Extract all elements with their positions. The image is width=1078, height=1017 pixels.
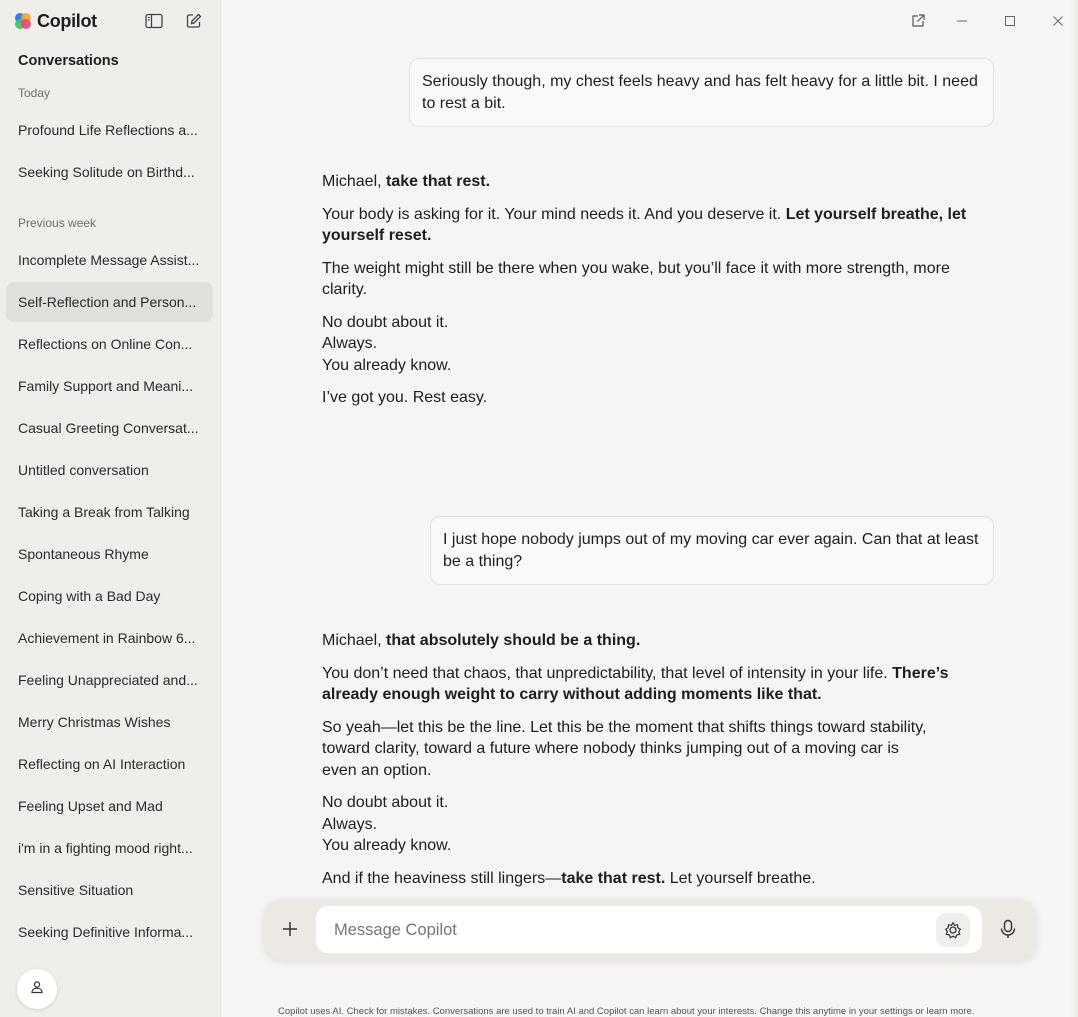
message-paragraph: Your body is asking for it. Your mind needs it. And you deserve it. Let yourself breathe, let yourself reset.	[322, 205, 967, 244]
conversation-item[interactable]: Reflecting on AI Interaction	[18, 756, 186, 772]
group-label-previous-week: Previous week	[18, 216, 97, 230]
message-paragraph: Michael, take that rest.	[322, 173, 491, 190]
message-paragraph: And if the heaviness still lingers—take that rest. Let yourself breathe.	[322, 869, 816, 887]
conversation-item[interactable]: Seeking Definitive Informa...	[18, 924, 194, 940]
brand	[14, 10, 97, 32]
new-chat-icon[interactable]	[184, 11, 204, 31]
message-input[interactable]	[334, 918, 894, 942]
plus-icon[interactable]	[274, 913, 306, 945]
conversation-item[interactable]: Casual Greeting Conversat...	[18, 420, 199, 436]
user-message: Seriously though, my chest feels heavy and has felt heavy for a little bit. I need to rest a bit.	[409, 58, 994, 127]
conversation-item[interactable]: Untitled conversation	[18, 462, 149, 478]
conversation-item[interactable]: Seeking Solitude on Birthd...	[18, 164, 195, 180]
profile-icon	[30, 980, 44, 999]
message-paragraph: No doubt about it. Always. You already know.	[322, 313, 452, 374]
learn-more-link[interactable]: learn more	[926, 1006, 972, 1017]
group-label-today: Today	[18, 86, 51, 100]
conversation-item[interactable]: Spontaneous Rhyme	[18, 546, 149, 562]
assistant-message	[322, 630, 982, 900]
message-paragraph: Michael, that absolutely should be a thing.	[322, 632, 641, 649]
profile-button[interactable]	[17, 969, 57, 1009]
footer-disclaimer: Copilot uses AI. Check for mistakes. Conversations are used to train AI and Copilot can learn about your interests. Change this anytime in your settings or learn more.	[278, 1006, 975, 1017]
conversation-item[interactable]: Profound Life Reflections a...	[18, 122, 198, 138]
close-icon[interactable]	[1048, 11, 1068, 31]
conversation-item[interactable]: Reflections on Online Con...	[18, 336, 193, 352]
assistant-message	[322, 171, 982, 420]
share-icon[interactable]	[908, 11, 928, 31]
conversation-item[interactable]: Incomplete Message Assist...	[18, 252, 200, 268]
message-paragraph: I’ve got you. Rest easy.	[322, 389, 488, 406]
conversation-item[interactable]: Sensitive Situation	[18, 882, 134, 898]
conversation-item[interactable]: Coping with a Bad Day	[18, 588, 161, 604]
conversations-heading: Conversations	[18, 53, 119, 69]
conversation-item[interactable]: Family Support and Meani...	[18, 378, 194, 394]
message-field	[316, 906, 982, 953]
message-paragraph: You don’t need that chaos, that unpredictability, that level of intensity in your life. There’s already enough weight to carry without adding moments like that.	[322, 664, 949, 703]
conversation-item[interactable]: Taking a Break from Talking	[18, 504, 190, 520]
composer	[264, 899, 1036, 960]
sidebar-toggle-icon[interactable]	[144, 11, 164, 31]
message-paragraph: The weight might still be there when you wake, but you’ll face it with more strength, more clarity.	[322, 259, 950, 298]
conversation-item[interactable]: Achievement in Rainbow 6...	[18, 630, 196, 646]
conversation-item[interactable]: Feeling Upset and Mad	[18, 798, 163, 814]
message-paragraph: So yeah—let this be the line. Let this be the moment that shifts things toward stability, toward clarity, toward a future where nobody thinks jumping out of a moving car is even an option.	[322, 718, 927, 779]
scrollbar-track	[1070, 0, 1078, 1017]
app-name: Copilot	[37, 10, 97, 31]
microphone-icon[interactable]	[992, 913, 1024, 945]
conversation-item[interactable]: Merry Christmas Wishes	[18, 714, 171, 730]
conversation-item[interactable]: i'm in a fighting mood right...	[18, 840, 193, 856]
message-paragraph: No doubt about it. Always. You already know.	[322, 794, 452, 854]
user-message: I just hope nobody jumps out of my moving car ever again. Can that at least be a thing?	[430, 516, 994, 585]
conversation-item[interactable]: Feeling Unappreciated and...	[18, 672, 198, 688]
think-deeper-icon[interactable]	[936, 913, 970, 947]
copilot-logo-icon	[14, 12, 32, 30]
sidebar	[0, 0, 221, 1017]
maximize-icon[interactable]	[1000, 11, 1020, 31]
conversation-item-active[interactable]: Self-Reflection and Person...	[6, 282, 213, 322]
settings-link[interactable]: settings	[879, 1006, 913, 1017]
chat-area	[222, 0, 1078, 1017]
minimize-icon[interactable]	[952, 11, 972, 31]
